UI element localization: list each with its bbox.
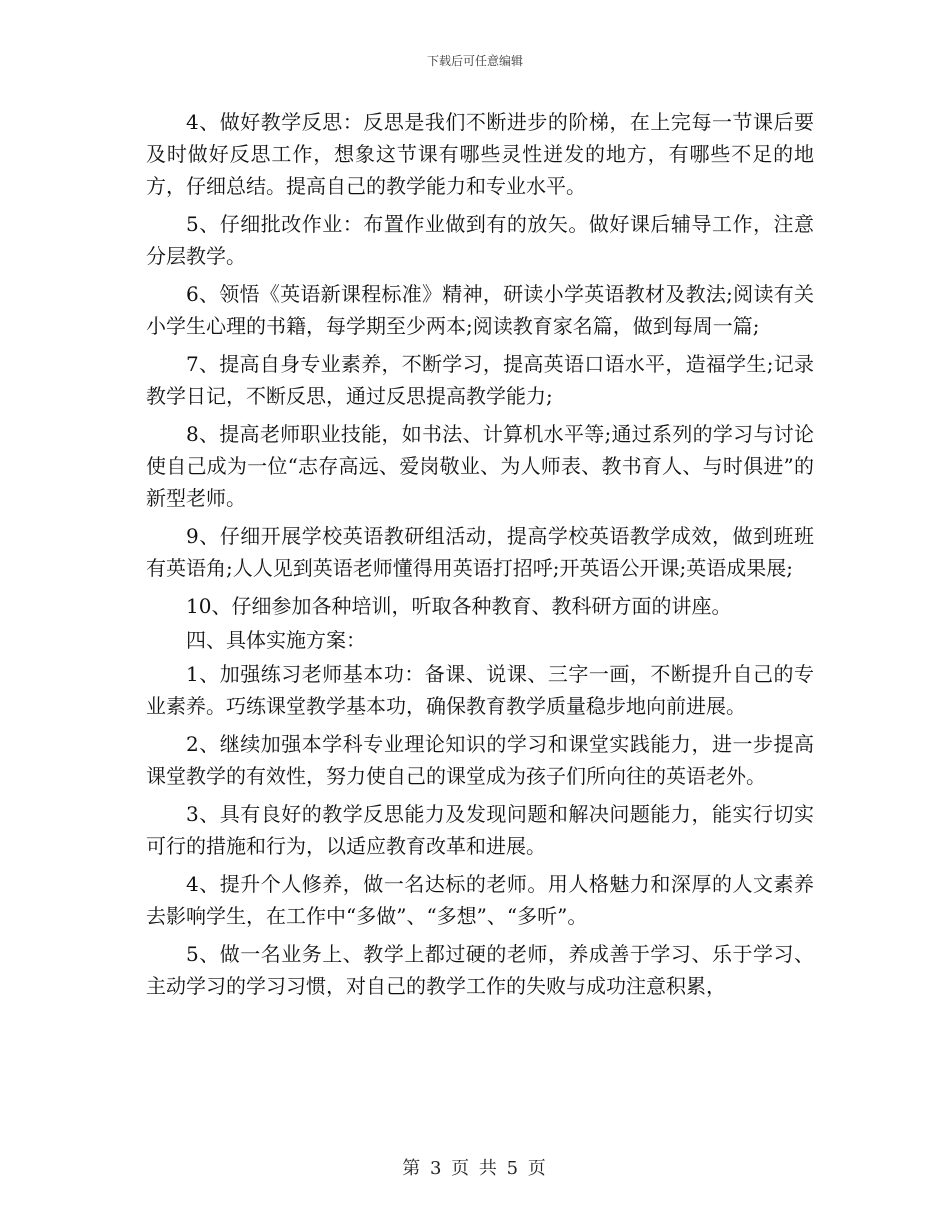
plan-item-5: 5、做一名业务上、教学上都过硬的老师，养成善于学习、乐于学习、主动学习的学习习惯，对自己的教学工作的失败与成功注意积累， [146,942,814,998]
page-header: 下载后可任意编辑 [426,54,523,68]
paragraph-item-5: 5、仔细批改作业：布置作业做到有的放矢。做好课后辅导工作，注意分层教学。 [146,212,814,268]
plan-item-2: 2、继续加强本学科专业理论知识的学习和课堂实践能力，进一步提高课堂教学的有效性，努力使自己的课堂成为孩子们所向往的英语老外。 [146,732,814,788]
paragraph-item-8: 8、提高老师职业技能，如书法、计算机水平等;通过系列的学习与讨论使自己成为一位“志存高远、爱岗敬业、为人师表、教书育人、与时俱进”的新型老师。 [146,422,814,510]
paragraph-item-7: 7、提高自身专业素养，不断学习，提高英语口语水平，造福学生;记录教学日记，不断反思，通过反思提高教学能力; [146,352,814,408]
page-number-footer: 第 3 页 共 5 页 [402,1158,548,1179]
paragraph-item-4: 4、做好教学反思：反思是我们不断进步的阶梯，在上完每一节课后要及时做好反思工作，想象这节课有哪些灵性迸发的地方，有哪些不足的地方，仔细总结。提高自己的教学能力和专业水平。 [146,110,814,198]
paragraph-item-6: 6、领悟《英语新课程标准》精神，研读小学英语教材及教法;阅读有关小学生心理的书籍，每学期至少两本;阅读教育家名篇，做到每周一篇; [146,282,814,338]
plan-item-4: 4、提升个人修养，做一名达标的老师。用人格魅力和深厚的人文素养去影响学生，在工作中“多做”、“多想”、“多听”。 [146,872,814,928]
document-body [146,106,814,1008]
plan-item-3: 3、具有良好的教学反思能力及发现问题和解决问题能力，能实行切实可行的措施和行为，以适应教育改革和进展。 [146,802,814,858]
paragraph-item-9: 9、仔细开展学校英语教研组活动，提高学校英语教学成效，做到班班有英语角;人人见到英语老师懂得用英语打招呼;开英语公开课;英语成果展; [146,524,814,580]
plan-item-1: 1、加强练习老师基本功：备课、说课、三字一画，不断提升自己的专业素养。巧练课堂教学基本功，确保教育教学质量稳步地向前进展。 [146,662,814,718]
paragraph-item-10: 10、仔细参加各种培训，听取各种教育、教科研方面的讲座。 [186,594,732,618]
section-heading-implementation: 四、具体实施方案： [186,628,366,652]
